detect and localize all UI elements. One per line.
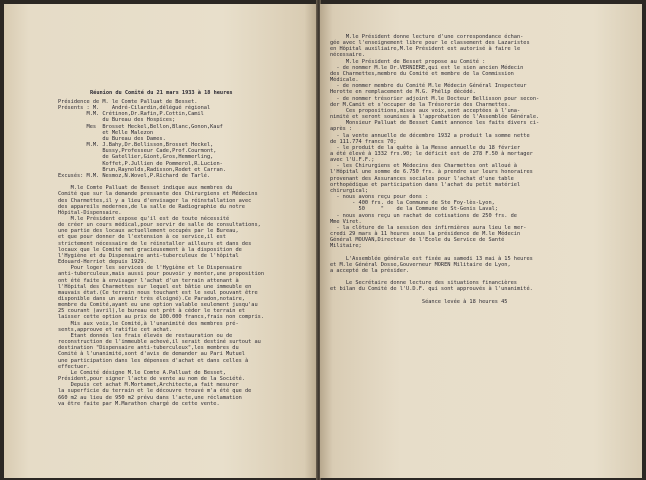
text-line: nécessaire. <box>330 52 365 59</box>
text-line: la superficie du terrain et le découvre trouvé m'a été que de <box>58 388 252 395</box>
text-line: M.le Président expose qu'il est de toute nécessité <box>58 215 230 222</box>
text-line: Séance levée à 18 heures 45 <box>330 298 508 305</box>
text-line: der M.Camit et s'occuper de la Trésorerie des Charmettes. <box>330 101 511 108</box>
text-line: effectuer. <box>58 363 90 370</box>
text-line: de créer un cours médical,pour servir de salle de consultations, <box>58 222 261 229</box>
text-line: de 111.774 francs 70; <box>330 138 397 145</box>
text-line: gée avec l'enseignement libre pour le classement des Lazaristes <box>330 40 530 47</box>
text-line: M.le Président de Besset propose au Comité : <box>330 58 486 65</box>
text-line: M.le Comte Palluat de Besset indique aux membres du <box>58 185 233 192</box>
text-line: de Gatellier,Giont,Gros,Hemmerling, <box>58 154 214 161</box>
text-line: Depuis cet achat M.Mortamet,Architecte,a fait mesurer <box>58 382 239 389</box>
text-line: Présents : M. André-Cilardin,délégué régional <box>58 105 211 112</box>
text-line: Monsieur Palluat de Besset Camit annonce les faits divers ci- <box>330 120 540 127</box>
text-line: laisser cette option au prix de 100.000 francs,frais non compris. <box>58 314 264 321</box>
right-page <box>320 4 642 478</box>
text-line: M.le Président donne lecture d'une correspondance échan- <box>330 34 524 40</box>
text-line: Comité à l'unanimité,sont d'avis de demander au Pari Mutuel <box>58 351 245 358</box>
text-line: des Charmettes,il y a lieu d'envisager la réinstallation avec <box>58 197 252 204</box>
text-line: - la clôture de la session des infirmières aura lieu le mer- <box>330 224 527 231</box>
text-line: des Charmettes,membre du Comité et membre de la Commission <box>330 70 514 77</box>
text-line: 25 courant (avril),le bureau est prêt à céder le terrain et <box>58 308 245 315</box>
text-line: et M.le Général Dosse,Gouverneur MOREN Militaire de Lyon, <box>330 261 511 268</box>
text-line: Brun,Raynolds,Radisson,Rodet et Carran. <box>58 166 226 173</box>
text-line: orthopédique et participation dans l'achat du petit matériel <box>330 181 521 188</box>
text-line: Mis aux voix,le Comité,à l'unanimité des membres pré- <box>58 320 239 327</box>
text-line: une participation dans les dépenses d'achat et dans celles à <box>58 357 249 364</box>
text-line: Pour loger les services de l'Hygiène et le Dispensaire <box>58 265 242 272</box>
text-line: reconstruction de l'immeuble achevé,il serait destiné surtout au <box>58 339 261 346</box>
text-line: - de nommer membre du Comité M.le Médecin Général Inspecteur <box>330 83 527 90</box>
text-line: nimité et seront soumises à l'approbation de l'Assemblée Générale. <box>330 114 540 121</box>
text-line: credi 29 mars à 11 heures sous la présidence de M.le Médecin <box>330 231 521 237</box>
text-line: Militaire; <box>330 243 362 250</box>
text-line: du Bureau des Dames. <box>58 135 166 142</box>
text-line: l'Hôpital une somme de 6.750 frs. à prendre sur leurs honoraires <box>330 169 533 176</box>
text-line: destination "Dispensaire anti-tuberculeux",les membres du <box>58 345 239 352</box>
text-line: une partie des locaux actuellement occupés par le Bureau, <box>58 228 239 235</box>
text-line: sents,approuve et ratifie cet achat. <box>58 326 173 333</box>
text-line: Ces propositions,mises aux voix,sont acceptées à l'una- <box>330 107 521 114</box>
text-line: locaux que le Comité met gracieusement à la disposition de <box>58 246 242 253</box>
text-line: Herotte en remplacement de M.G. Phélip décédé. <box>330 89 476 96</box>
text-line: - la vente annuelle de décembre 1932 a produit la somme nette <box>330 132 530 139</box>
text-line: strictement nécessaire de le réinstaller ailleurs et dans des <box>58 240 252 247</box>
text-line: - de nommer trésorier adjoint M.le Docteur Bellisson pour secon- <box>330 95 540 102</box>
text-line: des appareils modernes,de la salle de Radiographie du notre <box>58 203 245 210</box>
text-line: Hôpital-Dispensaire. <box>58 209 122 216</box>
text-line: Comité que sur la demande pressante des Chirurgiens et Médecins <box>58 191 258 198</box>
text-line: Bussy,Professeur Cade,Prof.Courmont, <box>58 148 217 155</box>
text-line: Général MOUVAN,Directeur de l'Ecole du Service de Santé <box>330 237 505 244</box>
text-line: l'Hygiène et du Dispensaire anti-tuberculeux de l'hôpital <box>58 252 239 259</box>
meeting-title: Réunion du Comité du 21 mars 1933 à 18 heures <box>90 90 233 96</box>
text-line: provenant des Assurances sociales pour l'achat d'une table <box>330 175 514 182</box>
text-line: Président,pour signer l'acte de vente au nom de la Société. <box>58 376 245 383</box>
text-line: avec l'U.F.F.; <box>330 157 375 164</box>
text-line: a accepté de la présider. <box>330 267 410 274</box>
text-line: Koffet,P.Jullien de Pommerol,R.Lucien- <box>58 160 223 167</box>
text-line: en Hôpital auxiliaire,M.le Président est autorisé à faire le <box>330 46 521 53</box>
text-line: mauvais état.(Ce terrain nous touchant est le seul pouvant être <box>58 289 258 296</box>
text-line: disponible dans un avenir très éloigné).Ce Paradon,notaire, <box>58 296 245 302</box>
text-line: 660 m2 au lieu de 950 m2 prévu dans l'acte,une réclamation <box>58 394 242 401</box>
text-line: L'Assemblée générale est fixée au samedi 13 mai à 15 heures <box>330 255 533 262</box>
text-line: Mme Viret. <box>330 218 362 225</box>
text-line: après : <box>330 126 353 133</box>
text-line: va être faite par M.Marathon chargé de cette vente. <box>58 400 220 407</box>
text-line: M.M. J.Bahy,Dr.Bellisson,Brosset Heckel, <box>58 142 214 149</box>
text-line: du Bureau des Hospices; <box>58 117 176 124</box>
text-line: chirurgical; <box>330 187 369 194</box>
text-line: - nous avons reçu pour dons : <box>330 194 429 201</box>
text-line: et Melle Malezon <box>58 129 154 136</box>
text-line: - les Chirurgiens et Médecins des Charmettes ont alloué à <box>330 163 517 170</box>
right-page-text <box>330 34 539 305</box>
text-line: l'Hôpital des Charmettes sur lequel est bâtie une immeuble en <box>58 283 252 290</box>
left-page-text <box>58 99 264 407</box>
text-line: - de nommer M.le Dr.VERNIERE,qui est le sien ancien Médecin <box>330 64 524 71</box>
text-line: Edouard-Herriot depuis 1929. <box>58 259 147 266</box>
text-line: Mes Brosset Heckel,Bellon,Blanc,Gonon,Kauf <box>58 123 223 130</box>
text-line: M.M. Crétinon,Dr.Rafin,P.Cottin,Camil <box>58 111 204 118</box>
text-line: Présidence de M. le Comte Palluat de Besset. <box>58 99 198 105</box>
text-line: Le Comité désigne M.le Comte A.Palluat de Besset, <box>58 369 226 376</box>
text-line: et bilan du Comité de l'U.D.F. qui sont approuvés à l'unanimité. <box>330 286 533 293</box>
text-line: Excusés: M.M. Nesmoz,N.Wovel,P.Richard de Tarlé. <box>58 172 211 179</box>
text-line: anti-tuberculeux,mais aussi pour pouvoir y monter,une proposition <box>58 271 264 278</box>
text-line: Le Secrétaire donne lecture des situations financières <box>330 280 517 287</box>
text-line: a été élevé à 1332 frs.90; le déficit est de 278 F.50 à mortager <box>330 150 533 157</box>
text-line: Etant donnés les frais élevés de restauration ou de <box>58 332 233 339</box>
text-line: membre du Comité,ayant eu une option valable seulement jusqu'au <box>58 302 258 309</box>
text-line: - 400 frs. de la Commune de Ste Foy-lès-Lyon, <box>330 200 495 207</box>
text-line: - le produit de la quête à la Messe annuelle du 18 février <box>330 144 521 151</box>
text-line: 50 " de la Commune de St-Genis Laval; <box>330 206 498 213</box>
text-line: Médicale. <box>330 77 359 84</box>
text-line: - nous avons reçu un rachat de cotisations de 250 frs. de <box>330 212 517 219</box>
text-line: et que pour donner de l'extension à ce service,il est <box>58 234 226 241</box>
left-page <box>4 4 317 478</box>
text-line: ont été faite à envisager l'achat d'un terrain attenant à <box>58 277 239 284</box>
